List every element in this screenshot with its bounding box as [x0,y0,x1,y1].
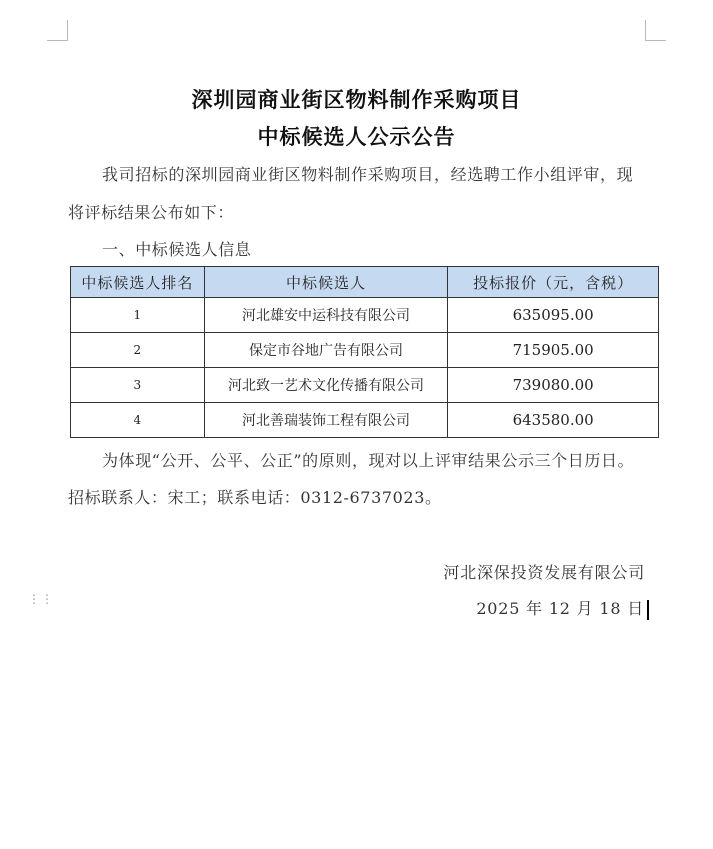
table-row [71,298,659,333]
issuing-company: 河北深保投资发展有限公司 [443,563,645,582]
drag-handle-icon[interactable]: ⋮⋮ [28,592,54,606]
page-corner-mark-top-left [47,20,68,41]
publicity-note: 为体现“公开、公平、公正”的原则，现对以上评审结果公示三个日历日。 [102,451,635,470]
cell-price: 739080.00 [448,368,659,403]
cell-rank: 3 [71,368,205,403]
cell-rank: 2 [71,333,205,368]
cell-rank: 4 [71,403,205,438]
intro-line2: 将评标结果公布如下： [68,203,235,222]
cell-candidate: 河北致一艺术文化传播有限公司 [204,368,448,403]
cell-price: 715905.00 [448,333,659,368]
page-corner-mark-top-right [645,20,666,41]
table-row [71,333,659,368]
table-header-row [71,267,659,298]
document-title-line1: 深圳园商业街区物料制作采购项目 [191,87,522,112]
header-candidate: 中标候选人 [204,267,448,298]
header-bid-price: 投标报价（元，含税） [448,267,659,298]
issue-date-line[interactable] [476,596,649,620]
issue-date: 2025 年 12 月 18 日 [476,599,644,618]
cell-price: 635095.00 [448,298,659,333]
table-row [71,403,659,438]
intro-line1: 我司招标的深圳园商业街区物料制作采购项目，经选聘工作小组评审，现 [102,165,634,184]
text-cursor [647,600,649,620]
cell-price: 643580.00 [448,403,659,438]
table-row [71,368,659,403]
section-heading-candidates: 一、中标候选人信息 [102,240,252,259]
header-rank: 中标候选人排名 [71,267,205,298]
cell-candidate: 河北善瑞装饰工程有限公司 [204,403,448,438]
cell-rank: 1 [71,298,205,333]
candidates-table [70,266,659,438]
cell-candidate: 保定市谷地广告有限公司 [204,333,448,368]
contact-info: 招标联系人：宋工；联系电话：0312-6737023。 [68,488,442,507]
cell-candidate: 河北雄安中运科技有限公司 [204,298,448,333]
document-title-line2: 中标候选人公示公告 [257,124,456,149]
